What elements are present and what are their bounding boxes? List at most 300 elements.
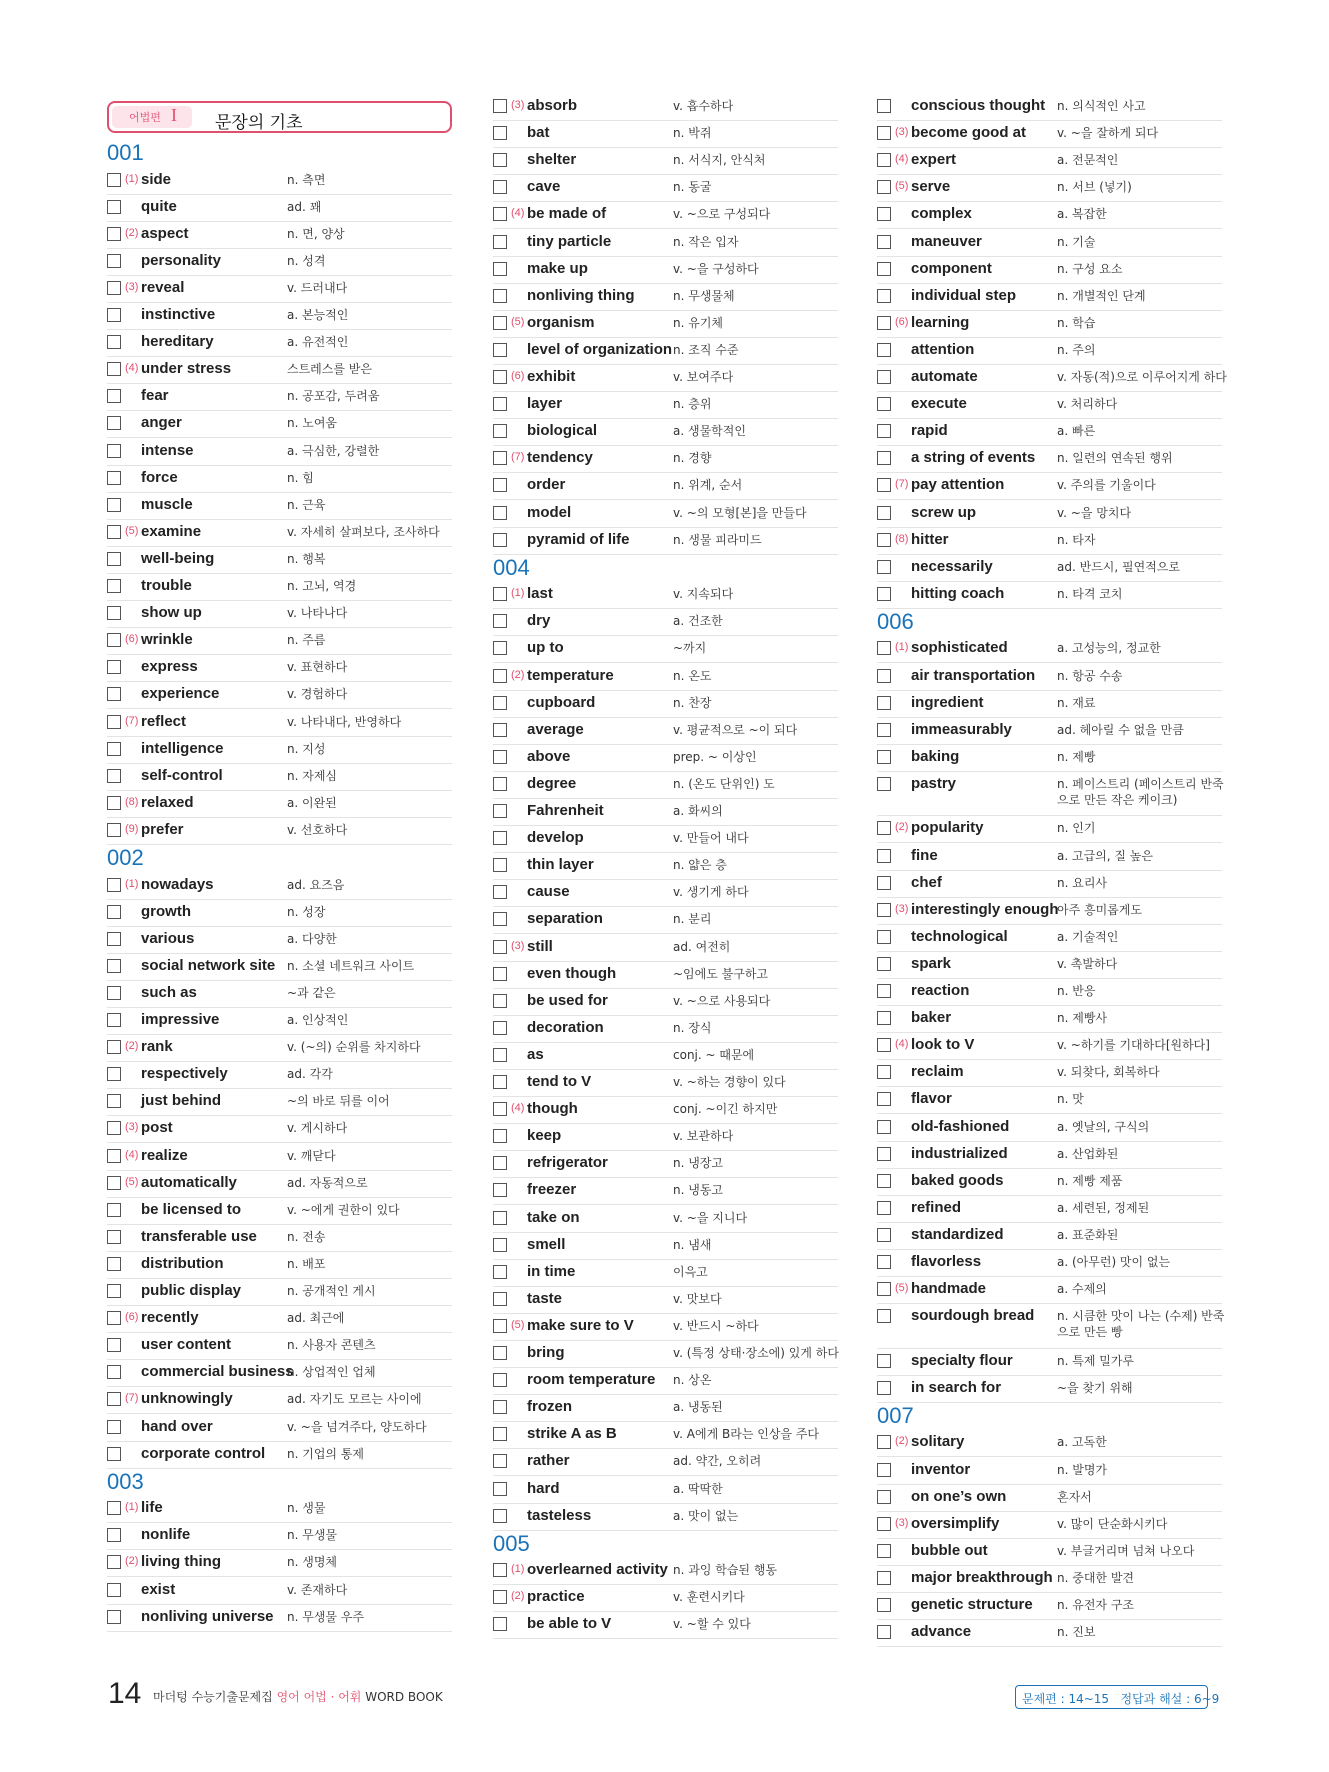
vocab-meaning: v. 만들어 내다 [673,831,749,846]
checkbox[interactable] [493,478,507,492]
checkbox[interactable] [493,777,507,791]
vocab-word: social network site [141,956,276,974]
vocab-meaning: n. 지성 [287,741,326,756]
vocab-word: develop [527,829,584,847]
checkbox[interactable] [493,1509,507,1523]
checkbox[interactable] [107,471,121,485]
vocab-meaning: n. 무생물 우주 [287,1609,365,1624]
checkbox[interactable] [493,1238,507,1252]
vocab-meaning: n. 박쥐 [673,126,712,141]
checkbox[interactable] [877,1381,891,1395]
checkbox[interactable] [877,397,891,411]
vocab-word: rapid [911,422,948,440]
vocab-word: unknowingly [141,1390,233,1408]
vocab-meaning: ad. 요즈음 [287,877,345,892]
checkbox[interactable] [493,1454,507,1468]
vocab-row [877,979,1222,1006]
vocab-word: exhibit [527,368,576,385]
checkbox[interactable] [493,126,507,140]
vocab-word: maneuver [911,232,982,250]
checkbox[interactable] [877,1435,891,1449]
vocab-meaning: n. 장식 [673,1020,712,1035]
checkbox[interactable] [493,1427,507,1441]
vocab-row [877,1376,1222,1403]
footer-subject: 영어 어법 · 어휘 [276,1690,362,1704]
checkbox[interactable] [877,821,891,835]
checkbox[interactable] [107,1583,121,1597]
checkbox[interactable] [493,831,507,845]
vocab-row [493,1206,838,1233]
checkbox[interactable] [877,641,891,655]
vocab-row [493,1178,838,1205]
checkbox[interactable] [877,370,891,384]
question-number: (6) [125,633,139,646]
checkbox[interactable] [877,153,891,167]
checkbox[interactable] [107,823,121,837]
vocab-meaning: ~을 찾기 위해 [1057,1380,1133,1395]
vocab-meaning: a. 전문적인 [1057,153,1119,168]
vocab-word: fear [141,387,169,405]
vocab-word: tendency [527,449,593,467]
checkbox[interactable] [107,498,121,512]
vocab-meaning: n. 기술 [1057,234,1096,249]
checkbox[interactable] [877,451,891,465]
vocab-word: expert [911,151,957,169]
checkbox[interactable] [877,930,891,944]
checkbox[interactable] [493,99,507,113]
checkbox[interactable] [877,957,891,971]
vocab-row [493,772,838,799]
checkbox[interactable] [877,1309,891,1323]
checkbox[interactable] [877,424,891,438]
checkbox[interactable] [107,1121,121,1135]
checkbox[interactable] [107,1420,121,1434]
checkbox[interactable] [877,1201,891,1215]
vocab-word: frozen [527,1398,572,1416]
vocab-row [877,284,1222,311]
checkbox[interactable] [493,1292,507,1306]
checkbox[interactable] [107,1528,121,1542]
vocab-row [493,419,838,446]
checkbox[interactable] [493,940,507,954]
vocab-word: up to [527,639,564,657]
checkbox[interactable] [877,1354,891,1368]
vocab-row [493,1070,838,1097]
checkbox[interactable] [107,335,121,349]
vocab-word: bubble out [911,1541,988,1559]
vocab-row [493,664,838,691]
checkbox[interactable] [107,796,121,810]
vocab-word: nonliving universe [141,1607,274,1625]
checkbox[interactable] [107,633,121,647]
checkbox[interactable] [877,560,891,574]
checkbox[interactable] [877,1571,891,1585]
vocab-word: ingredient [911,693,984,711]
checkbox[interactable] [107,1149,121,1163]
vocab-meaning: v. ~으로 구성되다 [673,207,771,222]
vocab-row [493,230,838,257]
checkbox[interactable] [493,506,507,520]
checkbox[interactable] [107,606,121,620]
checkbox[interactable] [107,1040,121,1054]
vocab-meaning: v. 경험하다 [287,687,348,702]
checkbox[interactable] [493,1183,507,1197]
question-number: (3) [511,99,525,111]
checkbox[interactable] [107,444,121,458]
checkbox[interactable] [877,343,891,357]
checkbox[interactable] [493,424,507,438]
checkbox[interactable] [493,207,507,221]
checkbox[interactable] [107,1392,121,1406]
checkbox[interactable] [107,1365,121,1379]
question-number: (5) [125,524,139,537]
checkbox[interactable] [877,1011,891,1025]
checkbox[interactable] [107,552,121,566]
checkbox[interactable] [493,370,507,384]
checkbox[interactable] [493,1075,507,1089]
checkbox[interactable] [877,1490,891,1504]
vocab-meaning: v. 생기게 하다 [673,885,749,900]
vocab-word: keep [527,1127,562,1145]
vocab-word: such as [141,983,197,1001]
vocab-row [877,952,1222,979]
checkbox[interactable] [107,1230,121,1244]
checkbox[interactable] [877,180,891,194]
vocab-row [877,175,1222,202]
vocab-meaning: n. 공개적인 게시 [287,1284,376,1298]
vocab-meaning: n. 제빵 제품 [1057,1173,1123,1188]
vocab-meaning: v. ~하는 경향이 있다 [673,1075,786,1089]
checkbox[interactable] [877,1038,891,1052]
checkbox[interactable] [493,1563,507,1577]
vocab-row [493,284,838,311]
question-number: (5) [895,180,909,193]
checkbox[interactable] [493,180,507,194]
checkbox[interactable] [107,281,121,295]
vocab-row [493,935,838,962]
vocab-word: flavor [911,1090,952,1108]
vocab-row [877,1006,1222,1033]
checkbox[interactable] [493,1590,507,1604]
vocab-row [877,121,1222,148]
vocab-row [877,392,1222,419]
vocab-meaning: a. 극심한, 강렬한 [287,443,380,458]
vocab-meaning: v. 나타나다 [287,606,348,621]
vocab-meaning: a. 화씨의 [673,804,723,818]
vocab-row [493,1260,838,1287]
checkbox[interactable] [107,932,121,946]
checkbox[interactable] [107,905,121,919]
question-number: (5) [125,1175,139,1188]
question-number: (1) [511,587,525,600]
chapter-title: 문장의 기초 [215,113,303,133]
vocab-word: baker [911,1009,952,1027]
checkbox[interactable] [493,1129,507,1143]
checkbox[interactable] [493,316,507,330]
checkbox[interactable] [493,696,507,710]
checkbox[interactable] [107,1203,121,1217]
checkbox[interactable] [493,1482,507,1496]
checkbox[interactable] [493,235,507,249]
checkbox[interactable] [877,669,891,683]
vocab-meaning: ad. 헤아릴 수 없을 만큼 [1057,722,1184,737]
vocab-meaning: n. 페이스트리 (페이스트리 반죽 으로 만든 작은 케이크) [1057,776,1224,807]
checkbox[interactable] [493,153,507,167]
checkbox[interactable] [877,750,891,764]
checkbox[interactable] [877,126,891,140]
vocab-word: above [527,747,571,765]
checkbox[interactable] [493,669,507,683]
checkbox[interactable] [877,1174,891,1188]
vocab-row [107,1415,452,1442]
vocab-meaning: n. 얇은 층 [673,858,727,873]
checkbox[interactable] [877,903,891,917]
vocab-meaning: a. (아무런) 맛이 없는 [1057,1255,1171,1269]
checkbox[interactable] [877,316,891,330]
checkbox[interactable] [493,1021,507,1035]
vocab-row [107,1360,452,1387]
checkbox[interactable] [877,723,891,737]
vocab-row [877,871,1222,898]
vocab-meaning: n. 냉장고 [673,1156,724,1171]
checkbox[interactable] [107,1013,121,1027]
checkbox[interactable] [877,777,891,791]
checkbox[interactable] [877,1517,891,1531]
checkbox[interactable] [107,525,121,539]
checkbox[interactable] [107,1176,121,1190]
vocab-row [877,1223,1222,1250]
vocab-meaning: a. 건조한 [673,614,723,629]
vocab-row [107,357,452,384]
vocab-meaning: a. 이완된 [287,795,337,810]
vocab-word: user content [141,1336,232,1354]
checkbox[interactable] [493,912,507,926]
checkbox[interactable] [107,362,121,376]
checkbox[interactable] [877,1625,891,1639]
vocab-row [493,1422,838,1449]
checkbox[interactable] [493,1265,507,1279]
vocab-row [877,844,1222,871]
checkbox[interactable] [877,876,891,890]
checkbox[interactable] [493,1319,507,1333]
checkbox[interactable] [107,1284,121,1298]
vocab-word: rank [141,1038,173,1056]
vocab-row [493,826,838,853]
vocab-row [493,636,838,663]
checkbox[interactable] [877,587,891,601]
checkbox[interactable] [493,858,507,872]
checkbox[interactable] [877,1065,891,1079]
vocab-meaning: n. 인기 [1057,821,1096,836]
checkbox[interactable] [493,1156,507,1170]
checkbox[interactable] [107,416,121,430]
vocab-row [877,1593,1222,1620]
checkbox[interactable] [877,1544,891,1558]
checkbox[interactable] [107,389,121,403]
vocab-meaning: v. ~의 모형[본]을 만들다 [673,505,807,520]
checkbox[interactable] [107,715,121,729]
vocab-word: interestingly enough [911,900,1059,918]
checkbox[interactable] [493,262,507,276]
checkbox[interactable] [877,533,891,547]
vocab-row [877,664,1222,691]
question-number: (4) [895,153,909,166]
vocab-row [877,528,1222,555]
vocab-meaning: n. 노여움 [287,416,338,431]
vocab-meaning: n. 작은 입자 [673,234,739,249]
vocab-row [493,311,838,338]
checkbox[interactable] [493,804,507,818]
vocab-word: in time [527,1262,576,1280]
checkbox[interactable] [493,1211,507,1225]
question-number: (6) [511,370,525,382]
checkbox[interactable] [107,1555,121,1569]
checkbox[interactable] [107,1447,121,1461]
vocab-meaning: v. 처리하다 [1057,397,1118,412]
checkbox[interactable] [493,451,507,465]
checkbox[interactable] [877,1228,891,1242]
vocab-meaning: a. 수제의 [1057,1282,1107,1297]
vocab-word: bring [527,1344,565,1361]
vocab-word: intense [141,441,194,459]
vocab-row [877,1458,1222,1485]
checkbox[interactable] [107,227,121,241]
checkbox[interactable] [877,235,891,249]
vocab-row [107,628,452,655]
checkbox[interactable] [107,254,121,268]
vocab-meaning: v. ~할 수 있다 [673,1617,751,1632]
question-number: (7) [125,1392,139,1405]
section-number: 007 [877,1402,914,1428]
checkbox[interactable] [107,1067,121,1081]
checkbox[interactable] [107,1257,121,1271]
vocab-row [107,411,452,438]
checkbox[interactable] [877,1120,891,1134]
checkbox[interactable] [493,397,507,411]
vocab-row [107,601,452,628]
vocab-meaning: v. ~으로 사용되다 [673,993,771,1008]
checkbox[interactable] [107,742,121,756]
vocab-row [877,1277,1222,1304]
vocab-meaning: v. 게시하다 [287,1121,348,1136]
checkbox[interactable] [877,289,891,303]
vocab-row [877,555,1222,582]
checkbox[interactable] [107,986,121,1000]
vocab-meaning: a. 다양한 [287,931,337,946]
checkbox[interactable] [107,769,121,783]
checkbox[interactable] [877,1282,891,1296]
vocab-meaning: v. 자세히 살펴보다, 조사하다 [287,524,440,539]
checkbox[interactable] [493,967,507,981]
vocab-word: look to V [911,1036,975,1054]
checkbox[interactable] [107,1094,121,1108]
checkbox[interactable] [493,614,507,628]
checkbox[interactable] [877,207,891,221]
question-number: (1) [125,877,139,890]
checkbox[interactable] [493,533,507,547]
vocab-meaning: v. ~을 넘겨주다, 양도하다 [287,1419,427,1434]
checkbox[interactable] [877,1255,891,1269]
chapter-header [107,101,452,133]
question-number: (3) [511,939,525,952]
checkbox[interactable] [493,1102,507,1116]
vocab-row [877,1142,1222,1169]
checkbox[interactable] [493,994,507,1008]
vocab-word: distribution [141,1254,224,1272]
checkbox[interactable] [107,308,121,322]
checkbox[interactable] [493,587,507,601]
checkbox[interactable] [493,1346,507,1360]
vocab-word: overlearned activity [527,1561,668,1579]
checkbox[interactable] [493,750,507,764]
checkbox[interactable] [877,849,891,863]
vocab-row [493,745,838,772]
vocab-word: self-control [141,766,223,784]
checkbox[interactable] [493,1400,507,1414]
vocab-meaning: n. 요리사 [1057,875,1108,890]
checkbox[interactable] [877,1598,891,1612]
checkbox[interactable] [493,1048,507,1062]
vocab-meaning: v. ~하기를 기대하다[원하다] [1057,1038,1210,1053]
vocab-meaning: v. ~을 구성하다 [673,261,759,276]
checkbox[interactable] [877,506,891,520]
checkbox[interactable] [493,1617,507,1631]
vocab-row [877,1169,1222,1196]
checkbox[interactable] [107,1311,121,1325]
checkbox[interactable] [877,696,891,710]
checkbox[interactable] [107,1610,121,1624]
vocab-meaning: v. ~을 지니다 [673,1210,748,1225]
vocab-row [107,737,452,764]
checkbox[interactable] [107,1501,121,1515]
checkbox[interactable] [877,478,891,492]
vocab-meaning: a. 기술적인 [1057,929,1119,944]
vocab-row [107,1225,452,1252]
checkbox[interactable] [877,99,891,113]
vocab-word: model [527,503,572,521]
vocab-word: force [141,468,178,486]
checkbox[interactable] [493,723,507,737]
checkbox[interactable] [877,1463,891,1477]
checkbox[interactable] [877,984,891,998]
checkbox[interactable] [107,200,121,214]
checkbox[interactable] [493,885,507,899]
checkbox[interactable] [493,343,507,357]
checkbox[interactable] [493,1373,507,1387]
checkbox[interactable] [493,289,507,303]
checkbox[interactable] [107,173,121,187]
vocab-meaning: v. 평균적으로 ~이 되다 [673,722,798,737]
checkbox[interactable] [877,262,891,276]
vocab-word: public display [141,1282,242,1299]
vocab-word: trouble [141,577,192,594]
checkbox[interactable] [107,660,121,674]
checkbox[interactable] [107,959,121,973]
question-number: (7) [125,714,139,727]
vocab-word: freezer [527,1181,577,1199]
vocab-meaning: v. 흡수하다 [673,99,734,113]
checkbox[interactable] [107,878,121,892]
checkbox[interactable] [107,579,121,593]
vocab-meaning: n. 생명체 [287,1555,338,1570]
vocab-word: aspect [141,224,189,242]
checkbox[interactable] [107,687,121,701]
checkbox[interactable] [493,641,507,655]
checkbox[interactable] [107,1338,121,1352]
vocab-meaning: v. 드러내다 [287,280,348,295]
checkbox[interactable] [877,1147,891,1161]
checkbox[interactable] [877,1092,891,1106]
